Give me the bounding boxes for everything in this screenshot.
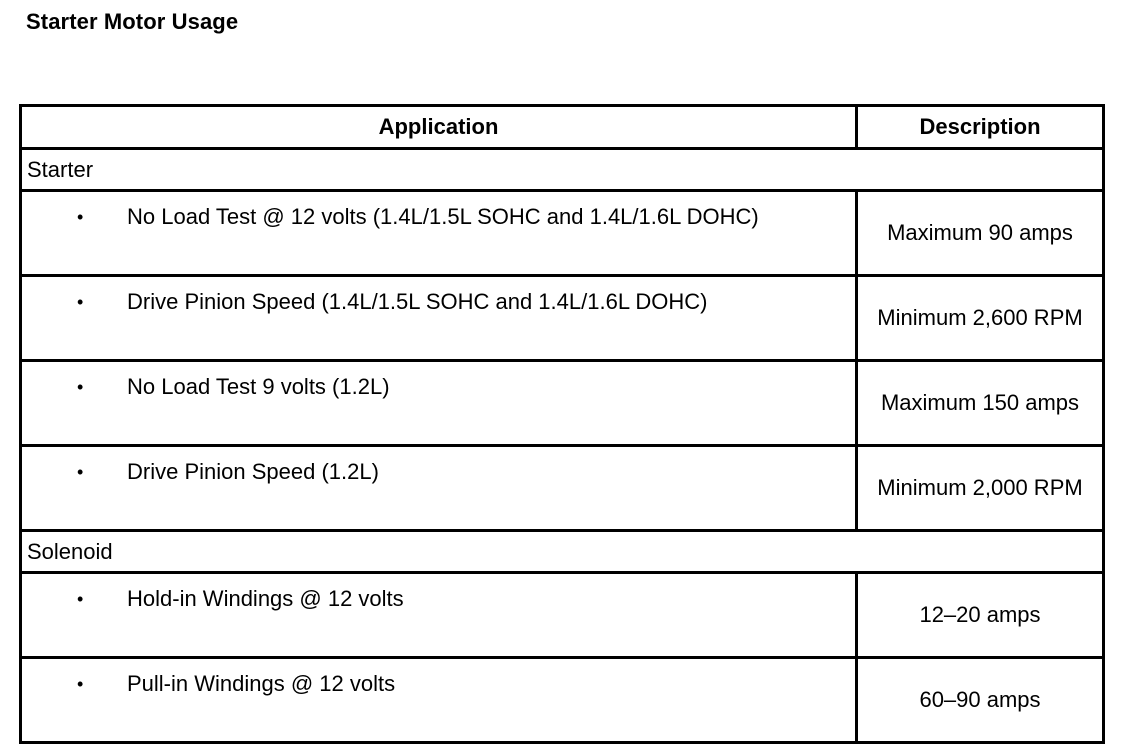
application-text: Pull-in Windings @ 12 volts [127,671,396,696]
starter-motor-usage-table [19,104,1105,744]
description-cell: Minimum 2,600 RPM [857,276,1104,361]
table-row [21,361,1104,446]
description-cell: Maximum 150 amps [857,361,1104,446]
group-label-starter: Starter [21,149,1104,191]
bullet-icon: • [77,462,84,482]
application-text: No Load Test 9 volts (1.2L) [127,374,390,399]
group-row-starter [21,149,1104,191]
bullet-icon: • [77,674,84,694]
application-cell [21,658,857,743]
table-row [21,446,1104,531]
group-label-solenoid: Solenoid [21,531,1104,573]
table-row [21,276,1104,361]
table-header-row [21,106,1104,149]
bullet-icon: • [77,292,84,312]
application-cell [21,573,857,658]
description-cell: Minimum 2,000 RPM [857,446,1104,531]
application-text: Drive Pinion Speed (1.4L/1.5L SOHC and 1.4L/1.6L DOHC) [127,289,708,314]
application-cell [21,446,857,531]
application-cell [21,191,857,276]
table-row [21,573,1104,658]
bullet-icon: • [77,207,84,227]
bullet-icon: • [77,377,84,397]
description-cell: Maximum 90 amps [857,191,1104,276]
application-cell [21,276,857,361]
header-description: Description [857,106,1104,149]
table-row [21,191,1104,276]
group-row-solenoid [21,531,1104,573]
description-cell: 12–20 amps [857,573,1104,658]
application-cell [21,361,857,446]
description-cell: 60–90 amps [857,658,1104,743]
application-text: Drive Pinion Speed (1.2L) [127,459,379,484]
bullet-icon: • [77,589,84,609]
table-row [21,658,1104,743]
application-text: No Load Test @ 12 volts (1.4L/1.5L SOHC and 1.4L/1.6L DOHC) [127,204,759,229]
document-title: Starter Motor Usage [26,9,239,34]
header-application: Application [21,106,857,149]
application-text: Hold-in Windings @ 12 volts [127,586,404,611]
